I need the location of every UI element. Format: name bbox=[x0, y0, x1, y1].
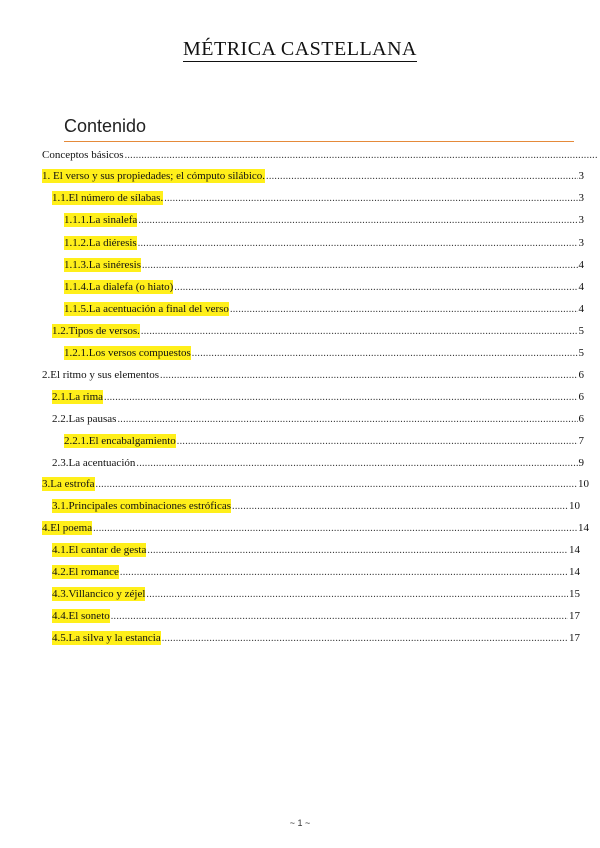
document-title: MÉTRICA CASTELLANA bbox=[183, 38, 417, 60]
toc-entry-text: 3.1.Principales combinaciones estróficas bbox=[52, 500, 232, 512]
contents-heading: Contenido bbox=[64, 116, 147, 136]
toc-entry-text: 1.2.1.Los versos compuestos bbox=[64, 347, 191, 359]
toc-entry-text: 1.1.El número de sílabas. bbox=[52, 192, 164, 204]
toc-page-number: 10 bbox=[569, 500, 580, 512]
toc-entry[interactable] bbox=[64, 434, 584, 448]
toc-entry-text: 4.5.La silva y la estancia bbox=[52, 632, 161, 644]
toc-entry-text: 2.El ritmo y sus elementos bbox=[42, 369, 160, 381]
toc-page-number: 9 bbox=[578, 457, 584, 469]
toc-entry-text: 1.1.2.La diéresis bbox=[64, 237, 137, 249]
toc-entry-text: 4.1.El cantar de gesta bbox=[52, 544, 147, 556]
toc-entry-text: 1. El verso y sus propiedades; el cómputo silábico. bbox=[42, 170, 266, 182]
toc-entry[interactable] bbox=[52, 324, 584, 338]
toc-page-number: 3 bbox=[578, 237, 584, 249]
toc-entry-text: 4.3.Villancico y zéjel bbox=[52, 588, 146, 600]
toc-dot-leader bbox=[93, 522, 577, 536]
toc-dot-leader bbox=[192, 347, 578, 361]
toc-entry-text: 4.2.El romance bbox=[52, 566, 119, 578]
toc-dot-leader bbox=[120, 566, 568, 580]
toc-dot-leader bbox=[96, 478, 577, 492]
toc-entry[interactable] bbox=[42, 148, 598, 162]
toc-entry[interactable] bbox=[42, 521, 589, 535]
toc-entry-text: 1.1.4.La dialefa (o hiato) bbox=[64, 281, 174, 293]
toc-page-number: 4 bbox=[578, 259, 584, 271]
toc-page-number: 14 bbox=[569, 544, 580, 556]
toc-dot-leader bbox=[266, 170, 577, 184]
toc-dot-leader bbox=[174, 281, 577, 295]
toc-entry-text: 1.1.5.La acentuación a final del verso bbox=[64, 303, 229, 315]
toc-entry[interactable] bbox=[64, 236, 584, 250]
toc-entry-text: 2.2.Las pausas bbox=[52, 413, 117, 425]
toc-dot-leader bbox=[142, 259, 578, 273]
toc-entry-text: 4.4.El soneto bbox=[52, 610, 110, 622]
toc-dot-leader bbox=[117, 413, 577, 427]
toc-entry[interactable] bbox=[42, 368, 584, 382]
toc-entry[interactable] bbox=[52, 456, 584, 470]
toc-dot-leader bbox=[147, 544, 568, 558]
toc-entry-text: 4.El poema bbox=[42, 522, 93, 534]
toc-entry[interactable] bbox=[64, 280, 584, 294]
toc-entry-text: 2.3.La acentuación bbox=[52, 457, 136, 469]
toc-page-number: 15 bbox=[569, 588, 580, 600]
toc-entry[interactable] bbox=[52, 609, 580, 623]
toc-page-number: 14 bbox=[578, 522, 589, 534]
toc-page-number: 6 bbox=[578, 369, 584, 381]
toc-entry[interactable] bbox=[52, 565, 580, 579]
toc-page-number: 6 bbox=[578, 391, 584, 403]
toc-page-number: 5 bbox=[578, 347, 584, 359]
toc-entry[interactable] bbox=[52, 587, 580, 601]
toc-entry[interactable] bbox=[52, 191, 584, 205]
toc-entry-text: Conceptos básicos bbox=[42, 149, 124, 161]
toc-dot-leader bbox=[111, 610, 568, 624]
toc-entry[interactable] bbox=[52, 631, 580, 645]
toc-entry-text: 3.La estrofa bbox=[42, 478, 95, 490]
toc-dot-leader bbox=[136, 457, 577, 471]
heading-rule bbox=[64, 141, 574, 142]
toc-entry-text: 1.2.Tipos de versos. bbox=[52, 325, 140, 337]
toc-page-number: 6 bbox=[578, 413, 584, 425]
toc-page-number: 3 bbox=[578, 170, 584, 182]
toc-page-number: 3 bbox=[578, 214, 584, 226]
toc-dot-leader bbox=[141, 325, 578, 339]
toc-entry[interactable] bbox=[52, 390, 584, 404]
toc-entry[interactable] bbox=[64, 258, 584, 272]
toc-dot-leader bbox=[177, 435, 578, 449]
toc-page-number: 7 bbox=[578, 435, 584, 447]
toc-page-number: 10 bbox=[578, 478, 589, 490]
toc-entry[interactable] bbox=[42, 477, 589, 491]
page-number: ~ 1 ~ bbox=[289, 818, 311, 828]
toc-page-number: 4 bbox=[578, 303, 584, 315]
toc-entry-text: 2.1.La rima bbox=[52, 391, 104, 403]
toc-entry[interactable] bbox=[52, 412, 584, 426]
toc-entry[interactable] bbox=[42, 169, 584, 183]
toc-page-number: 5 bbox=[578, 325, 584, 337]
toc-dot-leader bbox=[138, 237, 578, 251]
toc-entry-text: 1.1.3.La sinéresis bbox=[64, 259, 141, 271]
toc-entry-text: 1.1.1.La sinalefa bbox=[64, 214, 138, 226]
toc-dot-leader bbox=[232, 500, 568, 514]
toc-entry[interactable] bbox=[64, 213, 584, 227]
toc-dot-leader bbox=[230, 303, 578, 317]
toc-entry-text: 2.2.1.El encabalgamiento bbox=[64, 435, 176, 447]
toc-entry[interactable] bbox=[64, 302, 584, 316]
toc-dot-leader bbox=[162, 632, 568, 646]
toc-dot-leader bbox=[164, 192, 577, 206]
toc-dot-leader bbox=[146, 588, 568, 602]
toc-page-number: 3 bbox=[578, 192, 584, 204]
toc-dot-leader bbox=[104, 391, 577, 405]
toc-page-number: 4 bbox=[578, 281, 584, 293]
toc-entry[interactable] bbox=[52, 543, 580, 557]
toc-dot-leader bbox=[125, 149, 597, 163]
toc-dot-leader bbox=[138, 214, 577, 228]
toc-entry[interactable] bbox=[64, 346, 584, 360]
toc-page-number: 17 bbox=[569, 632, 580, 644]
toc-page-number: 17 bbox=[569, 610, 580, 622]
toc-page-number: 14 bbox=[569, 566, 580, 578]
toc-dot-leader bbox=[160, 369, 577, 383]
toc-entry[interactable] bbox=[52, 499, 580, 513]
